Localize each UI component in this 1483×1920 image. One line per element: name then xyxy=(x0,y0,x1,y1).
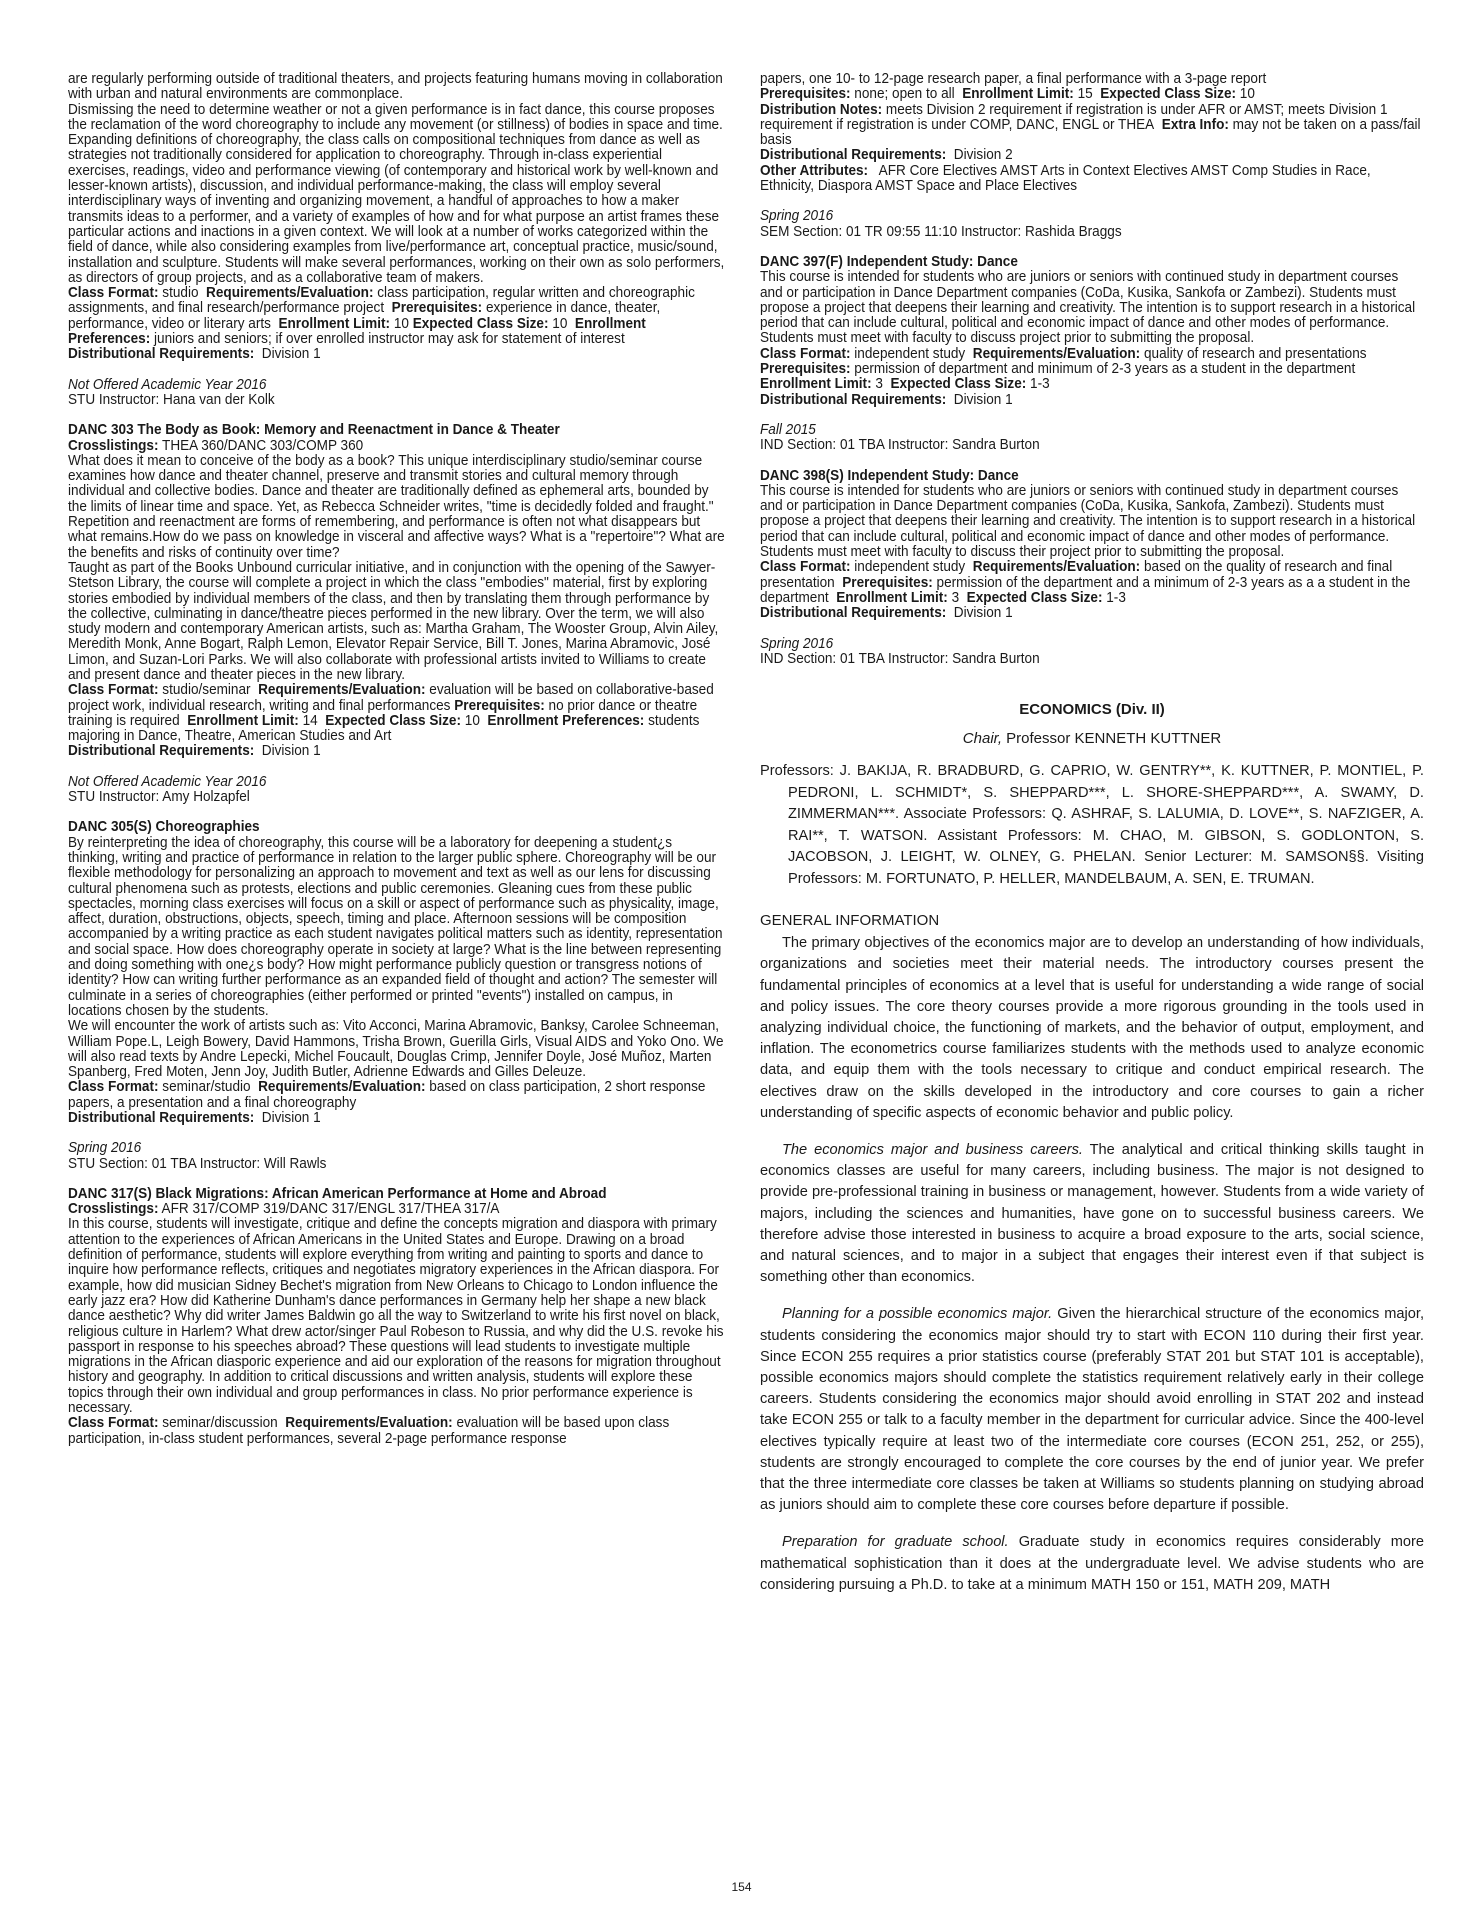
course-title: DANC 398(S) Independent Study: Dance xyxy=(760,467,1019,484)
course-intro-continued xyxy=(68,72,726,1447)
course-details: Class Format: seminar/studio Requirements/Evaluation: based on class participation, 2 short response papers, a presentation and a final choreography xyxy=(68,1079,706,1111)
course-title: DANC 305(S) Choreographies xyxy=(68,819,260,836)
course-details: papers, one 10- to 12-page research paper, a final performance with a 3-page report xyxy=(760,71,1267,87)
course-section: IND Section: 01 TBA Instructor: Sandra Burton xyxy=(760,650,1040,667)
distributional-requirements: Distributional Requirements: Division 1 xyxy=(68,1110,321,1126)
course-title: DANC 317(S) Black Migrations: African American Performance at Home and Abroad xyxy=(68,1185,607,1202)
course-term: Spring 2016 xyxy=(68,1140,142,1157)
course-details: Class Format: independent study Requirements/Evaluation: quality of research and presentations Prerequisites: permission of department and minimum of 2-3 years as a student in the department Enrollment Limit: 3 Expected Class Size: 1-3 xyxy=(760,345,1367,393)
body-paragraph: The economics major and business careers. The analytical and critical thinking skills taught in economics classes are useful for many careers, including business. The major is not designed to provide pre-professional training in business or management, however. Students from a wide variety of majors, including the sciences and humanities, have gone on to successful business careers. We therefore advise those interested in business to acquire a broad exposure to the arts, social science, and natural sciences, and to major in a subject that engages their interest even if that subject is something other than economics. xyxy=(760,1141,1424,1286)
distributional-requirements: Distributional Requirements: Division 1 xyxy=(760,391,1013,408)
other-attributes: Other Attributes: AFR Core Electives AMST Arts in Context Electives AMST Comp Studies in Race, Ethnicity, Diaspora AMST Space and Place Electives xyxy=(760,162,1371,195)
course-section: IND Section: 01 TBA Instructor: Sandra Burton xyxy=(760,437,1040,454)
department-chair: Chair, Professor KENNETH KUTTNER xyxy=(962,730,1222,748)
left-column xyxy=(68,72,726,1447)
course-section: STU Instructor: Hana van der Kolk xyxy=(68,391,275,408)
course-description: This course is intended for students who are juniors or seniors with continued study in department courses and or participation in Dance Department companies (CoDa, Kusika, Sankofa, Zambezi). Students must propose a project that deepens their learning and creativity. The intention is to support research in a historical period that can include cultural, political and economic impact of dance and other modes of performance. Students must meet with faculty to discuss their project prior to submitting the proposal. xyxy=(760,482,1416,561)
course-details: Class Format: seminar/discussion Requirements/Evaluation: evaluation will be based upon class participation, in-class student performances, several 2-page performance response xyxy=(68,1415,670,1447)
course-description: Taught as part of the Books Unbound curricular initiative, and in conjunction with the opening of the Sawyer-Stetson Library, the course will complete a project in which the class "embodies" material, first by exploring stories embodied by individual members of the class, and then by translating them through performance by the collective, culminating in dance/theatre pieces performed in the new library. Over the term, we will also study modern and contemporary American artists, such as: Martha Graham, The Wooster Group, Alvin Ailey, Meredith Monk, Anne Bogart, Ralph Lemon, Elevator Repair Service, Bill T. Jones, Marina Abramovic, José Limon, and Suzan-Lori Parks. We will also collaborate with professional artists invited to Williams to create and present dance and theater pieces in the new library. xyxy=(68,559,719,683)
distributional-requirements: Distributional Requirements: Division 2 xyxy=(760,147,1013,164)
course-details: Class Format: studio Requirements/Evaluation: class participation, regular written and choreographic assignments, and final research/performance project Prerequisites: experience in dance, theater, performance, video or literary arts Enrollment Limit: 10 Expected Class Size: 10 Enrollment Preferences: juniors and seniors; if over enrolled instructor may ask for statement of interest xyxy=(68,285,695,348)
distribution-notes: Distribution Notes: meets Division 2 requirement if registration is under AFR or AMST; meets Division 1 requirement if registration is under COMP, DANC, ENGL or THEA Extra Info: may not be taken on a pass/fail basis xyxy=(760,101,1421,149)
department-title: ECONOMICS (Div. II) xyxy=(1019,701,1165,719)
course-term: Spring 2016 xyxy=(760,208,834,225)
course-description: This course is intended for students who are juniors or seniors with continued study in department courses and or participation in Dance Department companies (CoDa, Kusika, Sankofa or Zambezi). Students must propose a project that deepens their learning and creativity. The intention is to support research in a historical period that can include cultural, political and economic impact of dance and other modes of performance. Students must meet with faculty to discuss project prior to submitting the proposal. xyxy=(760,269,1416,347)
course-details: Class Format: independent study Requirements/Evaluation: based on the quality of research and final presentation Prerequisites: permission of the department and a minimum of 2-3 years as a a student in the department Enrollment Limit: 3 Expected Class Size: 1-3 xyxy=(760,559,1411,606)
crosslistings: Crosslistings: AFR 317/COMP 319/DANC 317/ENGL 317/THEA 317/A xyxy=(68,1201,500,1218)
crosslistings: Crosslistings: THEA 360/DANC 303/COMP 360 xyxy=(68,437,364,454)
course-details: Prerequisites: none; open to all Enrollment Limit: 15 Expected Class Size: 10 xyxy=(760,86,1255,103)
course-term: Not Offered Academic Year 2016 xyxy=(68,376,267,393)
faculty-list: Professors: J. BAKIJA, R. BRADBURD, G. CAPRIO, W. GENTRY**, K. KUTTNER, P. MONTIEL, P. PEDRONI, L. SCHMIDT*, S. SHEPPARD***, L. SHORE-SHEPPARD***, A. SWAMY, D. ZIMMERMAN***. Associate Professors: Q. ASHRAF, S. LALUMIA, D. LOVE**, S. NAFZIGER, A. RAI**, T. WATSON. Assistant Professors: M. CHAO, M. GIBSON, S. GODLONTON, S. JACOBSON, J. LEIGHT, W. OLNEY, G. PHELAN. Senior Lecturer: M. SAMSON§§. Visiting Professors: M. FORTUNATO, P. HELLER, MANDELBAUM, A. SEN, E. TRUMAN. xyxy=(760,763,1424,887)
course-block-danc317-continued xyxy=(760,72,1424,667)
body-paragraph: The primary objectives of the economics major are to develop an understanding of how individuals, organizations and societies meet their material needs. The introductory courses present the fundamental principles of economics at a level that is useful for understanding a wide range of social and policy issues. The core theory courses provide a more rigorous grounding in the tools used in analyzing individual choice, the functioning of markets, and the behavior of output, employment, and inflation. The econometrics course familiarizes students with the methods used to analyze economic data, and equip them with the tools necessary to critique and conduct empirical research. The electives draw on the skills developed in the introductory and core courses to gain a richer understanding of specific aspects of economic behavior and public policy. xyxy=(760,935,1424,1121)
body-paragraph: Planning for a possible economics major. Given the hierarchical structure of the economics major, students considering the economics major should try to start with ECON 110 during their first year. Since ECON 255 requires a prior statistics course (preferably STAT 201 but STAT 101 is acceptable), possible economics majors should complete the statistics requirement relatively early in their college careers. Students considering the economics major should avoid enrolling in STAT 202 and instead take ECON 255 or talk to a faculty member in the department for curricular advice. Since the 400-level electives typically require at least two of the intermediate core courses (ECON 251, 252, or 255), students are strongly encouraged to complete the core courses by the end of junior year. We prefer that the three intermediate core classes be taken at Williams so students planning on studying abroad as juniors should aim to complete these core courses before departure if possible. xyxy=(760,1306,1424,1514)
section-heading: GENERAL INFORMATION xyxy=(760,912,940,930)
course-description: What does it mean to conceive of the body as a book? This unique interdisciplinary studio/seminar course examines how dance and theater channel, preserve and transmit stories and cultural memory through individual and collective bodies. Dance and theater are traditionally defined as ephemeral arts, bounded by the limits of linear time and space. Yet, as Rebecca Schneider writes, "time is decidedly folded and fraught." Repetition and reenactment are forms of remembering, and performance is often not what disappears but what remains.How do we pass on knowledge in visceral and affective ways? What is a "repertoire"? What are the benefits and risks of continuity over time? xyxy=(68,452,725,561)
economics-section xyxy=(760,701,1424,1596)
course-description: Dismissing the need to determine weather or not a given performance is in fact dance, this course proposes the reclamation of the word choreography to include any movement (or stillness) of bodies in space and time. Expanding definitions of choreography, the class calls on compositional techniques from dance as well as strategies not traditionally considered for application to choreography. Through in-class experiential exercises, readings, video and performance viewing (of contemporary and historical work by well-known and lesser-known artists), discussion, and individual performance-making, the class will employ several interdisciplinary ways of inventing and organizing movement, a handful of approaches to how a maker transmits ideas to a performer, and a variety of examples of how and for what purpose an artist frames these particular actions and inactions in a given context. We will look at a number of works categorized within the field of dance, while also considering examples from live/performance art, conceptual practice, music/sound, installation and sculpture. Students will make several performances, working on their own as solo performers, as directors of group projects, and as a collaborative team of makers. xyxy=(68,101,725,286)
course-section: SEM Section: 01 TR 09:55 11:10 Instructor: Rashida Braggs xyxy=(760,223,1122,240)
page-number: 154 xyxy=(731,1880,752,1894)
course-description: are regularly performing outside of traditional theaters, and projects featuring humans moving in collaboration with urban and natural environments are commonplace. xyxy=(68,71,723,103)
right-column xyxy=(760,72,1424,1612)
body-paragraph: Preparation for graduate school. Graduate study in economics requires considerably more mathematical sophistication than it does at the undergraduate level. We advise students who are considering pursuing a Ph.D. to take at a minimum MATH 150 or 151, MATH 209, MATH xyxy=(760,1534,1424,1593)
course-title: DANC 303 The Body as Book: Memory and Reenactment in Dance & Theater xyxy=(68,422,560,439)
course-term: Not Offered Academic Year 2016 xyxy=(68,773,267,790)
course-title: DANC 397(F) Independent Study: Dance xyxy=(760,253,1018,270)
distributional-requirements: Distributional Requirements: Division 1 xyxy=(68,346,321,363)
course-section: STU Instructor: Amy Holzapfel xyxy=(68,789,250,806)
course-section: STU Section: 01 TBA Instructor: Will Rawls xyxy=(68,1155,327,1172)
course-term: Spring 2016 xyxy=(760,635,834,652)
course-description: In this course, students will investigate, critique and define the concepts migration and diaspora with primary attention to the experiences of African Americans in the United States and Europe. Drawing on a broad definition of performance, students will explore everything from writing and painting to sports and dance to inquire how performance reflects, critiques and negotiates migratory experiences in the African diaspora. For example, how did musician Sidney Bechet's migration from New Orleans to Chicago to London influence the early jazz era? How did Katherine Dunham's dance performances in Germany help her shape a new black dance aesthetic? Why did writer James Baldwin go all the way to Switzerland to write his first novel on black, religious culture in Harlem? What drew actor/singer Paul Robeson to Russia, and why did the U.S. revoke his passport in response to his speeches abroad? These questions will lead students to investigate multiple migrations in the African diasporic experience and aid our exploration of the reasons for migration throughout history and geography. In addition to critical discussions and written analysis, students will explore these topics through their own individual and group performances in class. No prior performance experience is necessary. xyxy=(68,1216,724,1417)
course-details: Class Format: studio/seminar Requirements/Evaluation: evaluation will be based on collaborative-based project work, individual research, writing and final performances Prerequisites: no prior dance or theatre training is required Enrollment Limit: 14 Expected Class Size: 10 Enrollment Preferences: students majoring in Dance, Theatre, American Studies and Art xyxy=(68,682,714,745)
distributional-requirements: Distributional Requirements: Division 1 xyxy=(760,605,1013,622)
distributional-requirements: Distributional Requirements: Division 1 xyxy=(68,743,321,760)
course-description: By reinterpreting the idea of choreography, this course will be a laboratory for deepening a student¿s thinking, writing and practice of performance in relation to the larger public sphere. Choreography will be our flexible methodology for personalizing an approach to movement and text as well as our lens for discussing cultural phenomena such as protests, elections and public ceremonies. Gleaning cues from these public spectacles, morning class exercises will focus on a skill or aspect of performance such as physicality, image, affect, duration, obstructions, objects, speech, timing and place. Afternoon sessions will be composition accompanied by a writing practice as each student navigates political matters such as identity, representation and social space. How does choreography operate in society at large? What is the line between representing and doing something with one¿s body? How might performance publicly question or transgress notions of identity? How can writing further performance as an expanded field of thought and action? The semester will culminate in a series of choreographies (either performed or printed "events") installed on campus, in locations chosen by the students. xyxy=(68,834,723,1019)
course-term: Fall 2015 xyxy=(760,421,816,438)
course-description: We will encounter the work of artists such as: Vito Acconci, Marina Abramovic, Banksy, Carolee Schneeman, William Pope.L, Leigh Bowery, David Hammons, Trisha Brown, Guerilla Girls, Visual AIDS and Yoko Ono. We will also read texts by Andre Lepecki, Michel Foucault, Douglas Crimp, Jennifer Doyle, José Muñoz, Marten Spanberg, Fred Moten, Jenn Joy, Judith Butler, Adrienne Edwards and Gilles Deleuze. xyxy=(68,1018,724,1081)
